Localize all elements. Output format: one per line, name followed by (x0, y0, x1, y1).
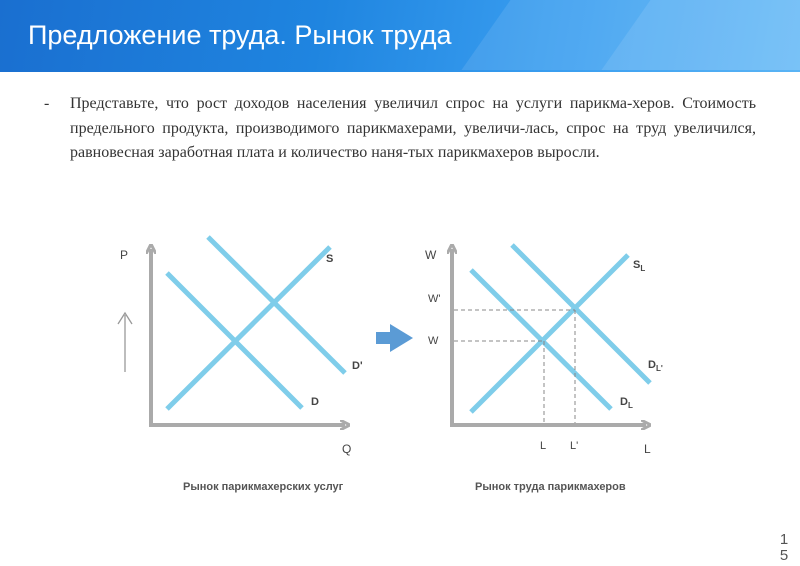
left-graph (118, 237, 363, 493)
right-demand-label: $D_L$ (620, 396, 633, 410)
up-arrow-icon (118, 313, 132, 372)
right-demand-shift-label: $D_{L'}$ (648, 359, 663, 373)
right-graph (425, 245, 663, 493)
right-supply-label: $S_L$ (633, 259, 646, 273)
left-x-axis-label: Q (342, 442, 352, 456)
right-graph-caption: Рынок труда парикмахеров (475, 481, 626, 493)
left-demand-label: D (311, 396, 319, 408)
right-x-axis-label: L (644, 442, 651, 456)
wage-new-label: W' (428, 293, 441, 305)
labor-old-label: L (540, 440, 547, 452)
left-supply-label: S (326, 253, 334, 265)
right-supply-curve (471, 255, 628, 412)
left-supply-curve (167, 247, 330, 409)
left-demand-shift-label: D' (352, 360, 363, 372)
right-arrow-icon (376, 324, 413, 352)
bullet-dash: - (44, 95, 50, 112)
page-number: 15 (779, 531, 789, 564)
left-graph-caption: Рынок парикмахерских услуг (183, 481, 344, 493)
wage-old-label: W (428, 335, 439, 347)
left-demand-shift-curve (208, 237, 345, 373)
paragraph: Представьте, что рост доходов населения увеличил спрос на услуги парикма-херов. Стоимость предельного продукта, производимого парикмахерами, увеличи-лась, спрос на труд увеличился, равновесная заработная плата и количество наня-тых парикмахеров выросли. (70, 95, 756, 161)
slide-title: Предложение труда. Рынок труда (28, 20, 452, 50)
right-y-axis-label: W (425, 248, 437, 262)
left-y-axis-label: P (120, 248, 129, 262)
right-demand-shift-curve (512, 245, 650, 383)
labor-new-label: L' (570, 440, 579, 452)
